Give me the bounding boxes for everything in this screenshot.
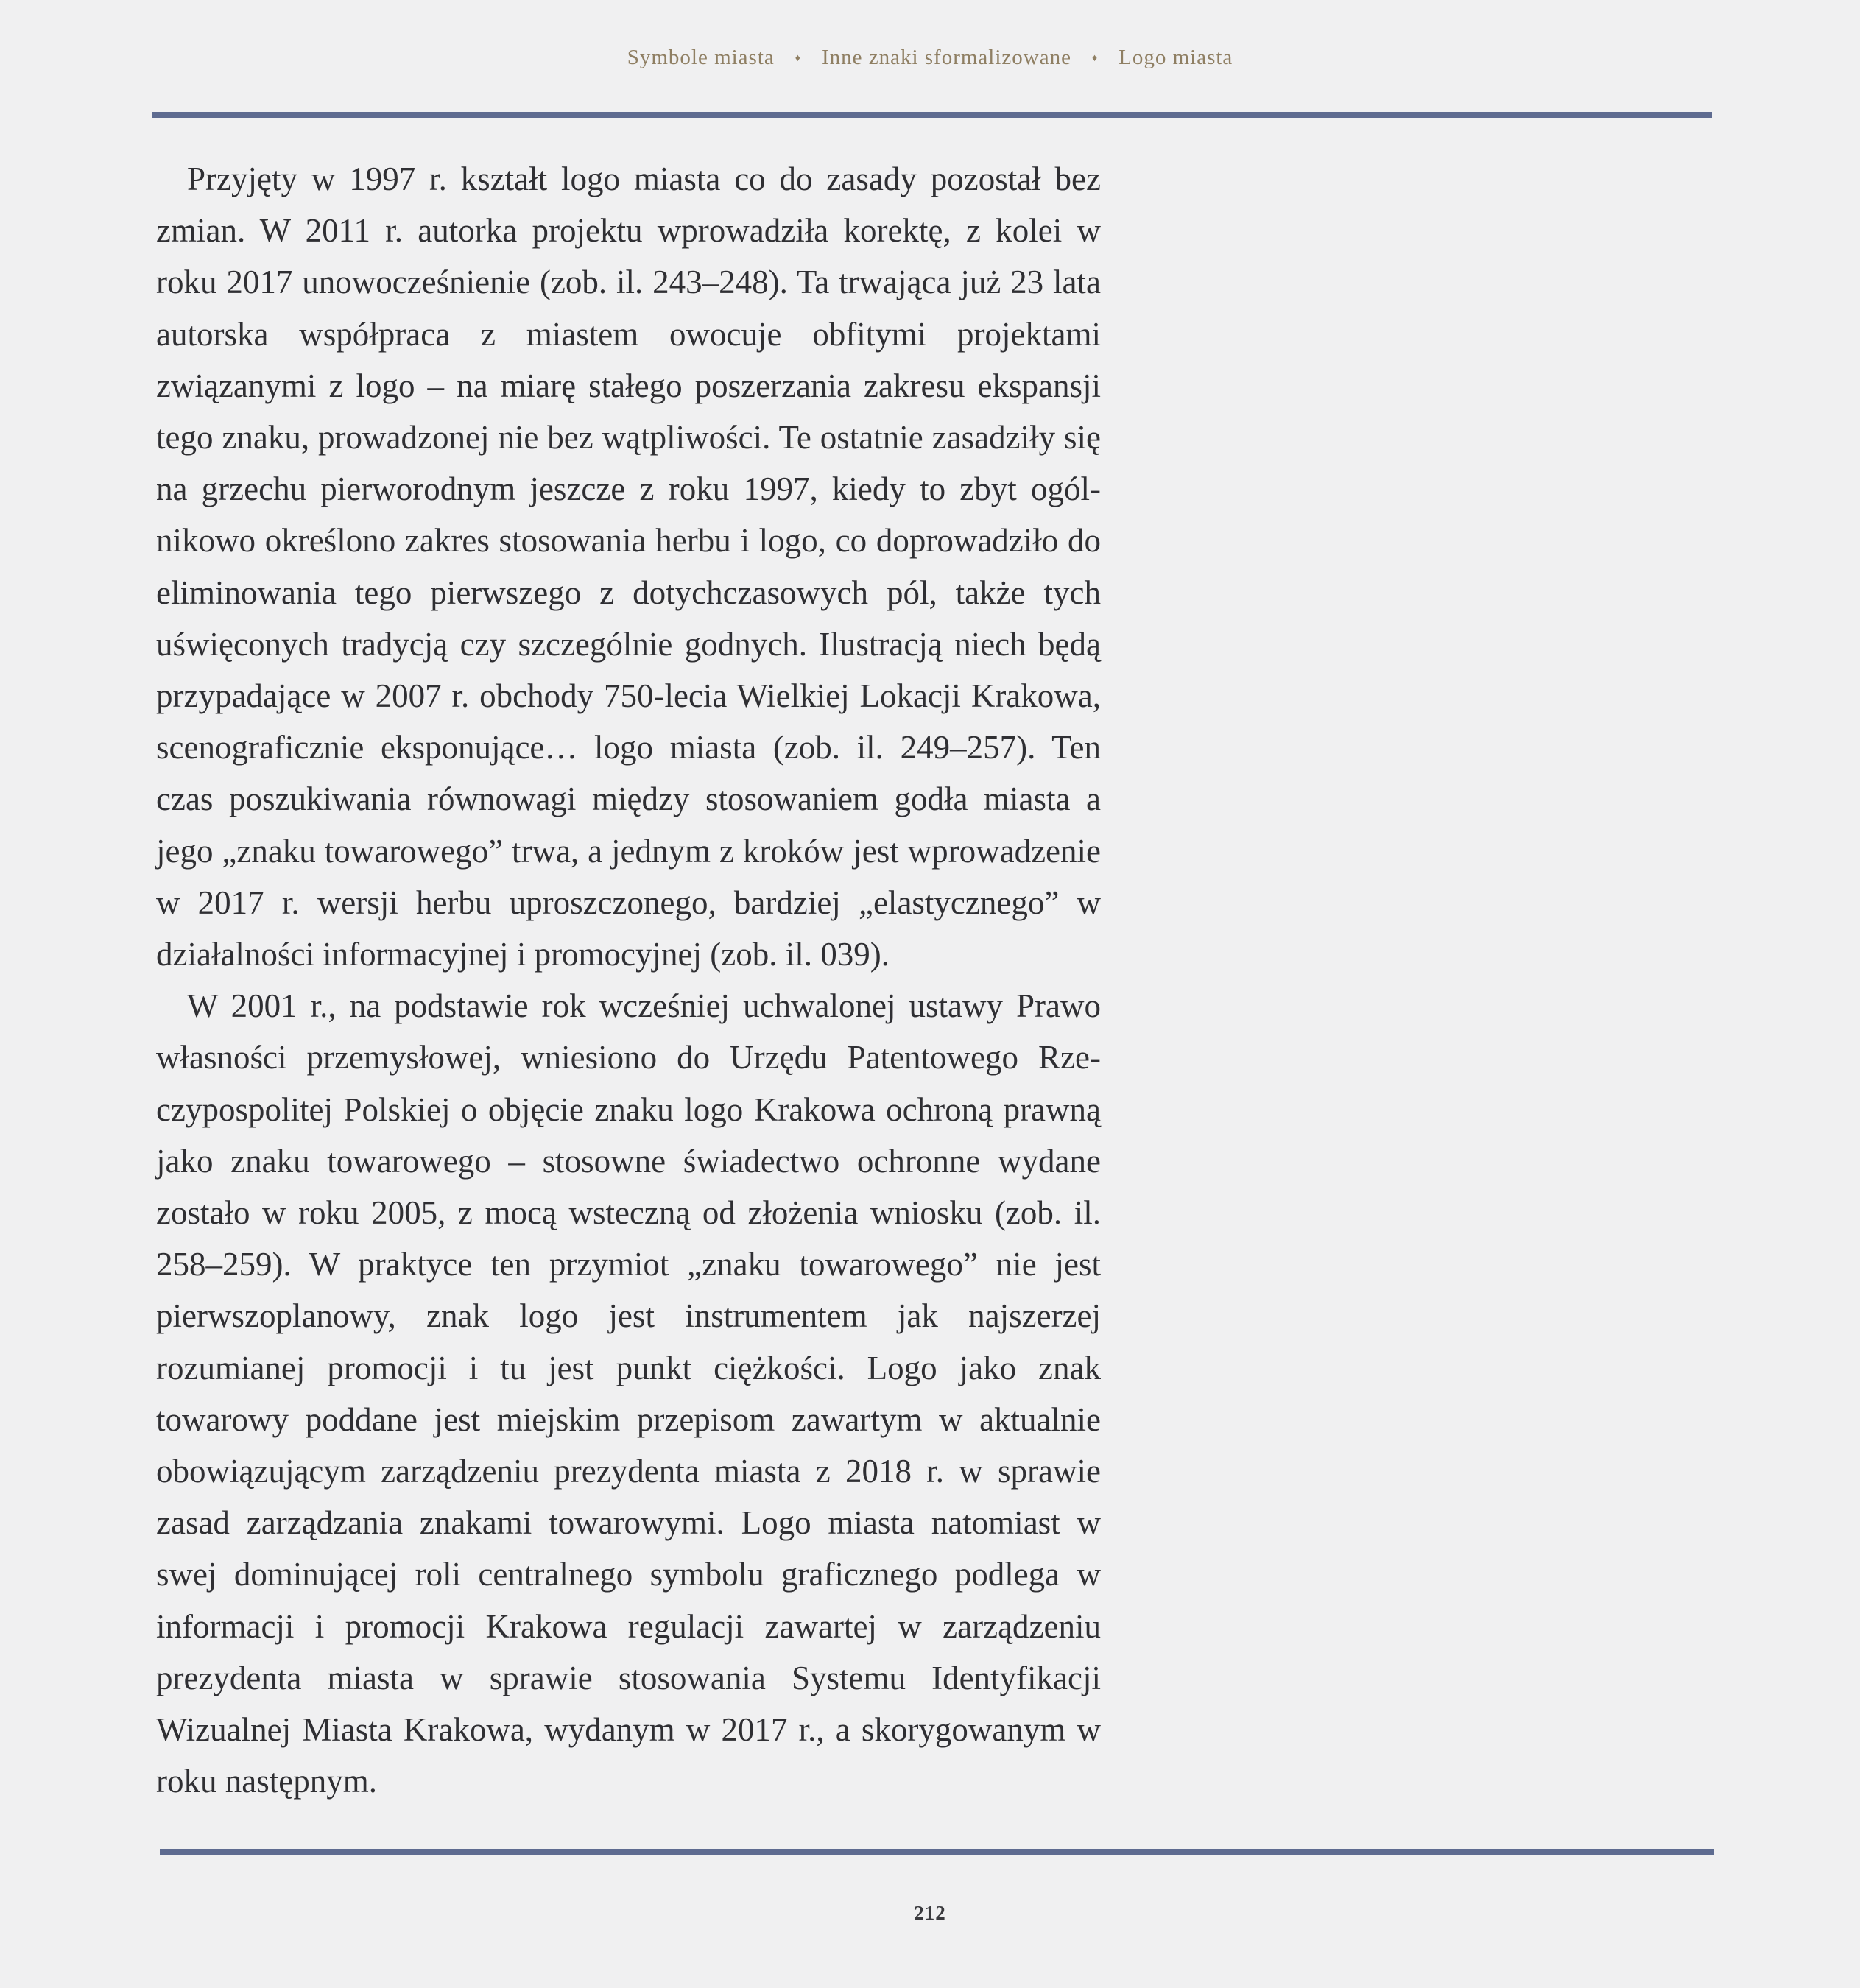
body-text <box>156 153 1101 1808</box>
diamond-separator-icon: ♦ <box>795 53 801 65</box>
footer-rule <box>160 1849 1714 1855</box>
header-rule <box>152 112 1712 118</box>
header-topic: Logo miasta <box>1119 46 1233 69</box>
header-subsection: Inne znaki sformalizowane <box>821 46 1071 69</box>
running-header <box>0 46 1860 70</box>
page-number: 212 <box>914 1902 946 1924</box>
diamond-separator-icon: ♦ <box>1091 53 1099 65</box>
paragraph: W 2001 r., na podstawie rok wcześniej uchwalonej ustawy Prawo własności przemysłowej, wniesiono do Urzędu Patentowego Rzeczypospolitej Polskiej o objęcie znaku logo Krakowa ochroną prawną jako znaku towarowego – stosowne świadectwo ochronne wydane zostało w roku 2005, z mocą wsteczną od złożenia wniosku (zob. il. 258–259). W praktyce ten przymiot „znaku towarowego” nie jest pierwszoplanowy, znak logo jest instrumentem jak najszerzej rozumianej promocji i tu jest punkt ciężkości. Logo jako znak towarowy poddane jest miejskim przepisom zawartym w aktualnie obowiązującym zarządzeniu prezydenta miasta z 2018 r. w sprawie zasad zarządzania znakami towarowymi. Logo miasta natomiast w swej dominującej roli centralnego symbolu graficznego podlega w informacji i promocji Krakowa regulacji zawartej w zarządzeniu prezydenta miasta w sprawie stosowania Systemu Identyfikacji Wizualnej Miasta Krakowa, wydanym w 2017 r., a skorygowanym w roku następnym. <box>156 987 1101 1800</box>
paragraph: Przyjęty w 1997 r. kształt logo miasta co do zasady pozostał bez zmian. W 2011 r. autorka projektu wprowadziła korektę, z kolei w roku 2017 unowocześnienie (zob. il. 243–248). Ta trwająca już 23 lata autorska współpraca z miastem owocuje obfitymi projektami związanymi z logo – na miarę stałego poszerzania zakresu ekspansji tego znaku, prowadzonej nie bez wątpliwości. Te ostatnie zasadziły się na grzechu pierworodnym jeszcze z roku 1997, kiedy to zbyt ogólnikowo określono zakres stosowania herbu i logo, co doprowadziło do eliminowania tego pierwszego z dotychczasowych pól, także tych uświęconych tradycją czy szczególnie godnych. Ilustracją niech będą przypadające w 2007 r. obchody 750-lecia Wielkiej Lokacji Krakowa, scenograficznie eksponujące… logo miasta (zob. il. 249–257). Ten czas poszukiwania równowagi między stosowaniem godła miasta a jego „znaku towarowego” trwa, a jednym z kroków jest wprowadzenie w 2017 r. wersji herbu uproszczonego, bardziej „elastycznego” w działalności informacyjnej i promocyjnej (zob. il. 039). <box>156 161 1101 973</box>
header-section: Symbole miasta <box>627 46 775 69</box>
